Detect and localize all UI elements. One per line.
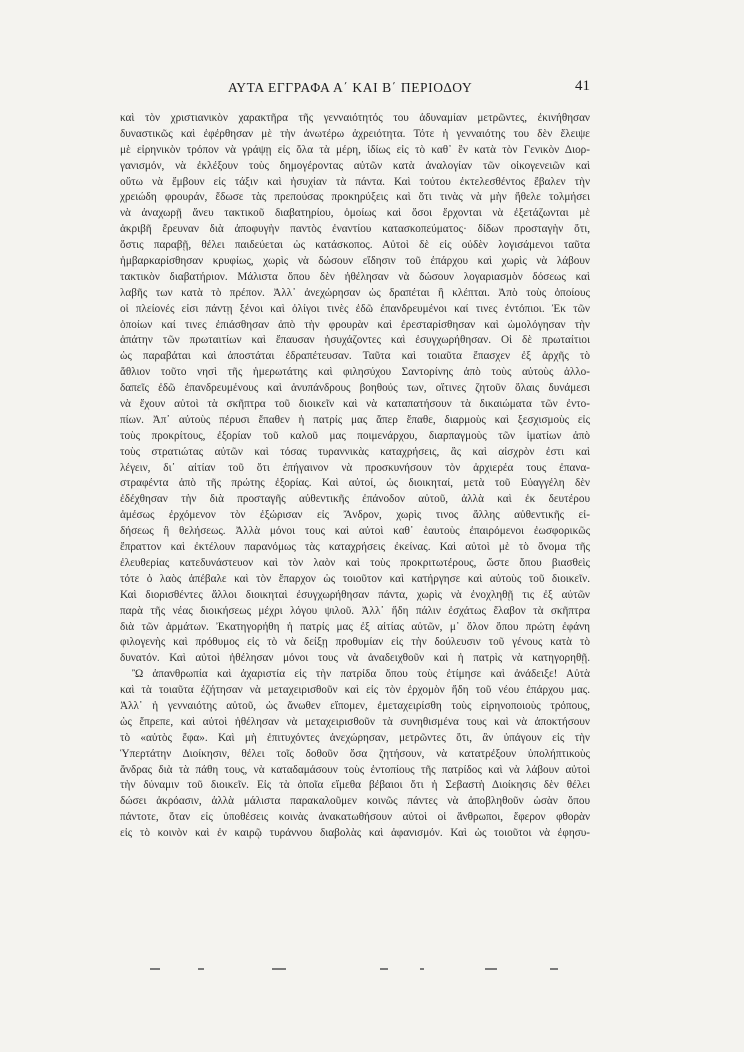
printer-mark [485, 968, 497, 970]
body-line: τοὺς προκρίτους, ἐξορίαν τοῦ καλοῦ μας ποιμενάρχου, διαρπαγμοὺς τῶν ἱματίων ἀπὸ [120, 429, 590, 442]
body-line: ὡς ἔπρεπε, καὶ αὐτοὶ ἠθέλησαν νὰ μεταχειρισθοῦν τὰ συνηθισμένα τους καὶ νὰ ἀποκτήσουν [120, 715, 590, 728]
body-line: καὶ τὰ τοιαῦτα ἐζήτησαν νὰ μεταχειρισθοῦν καὶ εἰς τὸν ἐρχομὸν ἤδη τοῦ νέου ἐπάρχου μας. [120, 684, 590, 697]
body-line: διὰ τῶν ἁρμάτων. Ἐκατηγορήθη ἡ πατρίς μας ἐξ αἰτίας αὐτῶν, μ᾽ ὅλον ὅπου πρώτη ἐφάνη [120, 620, 590, 633]
body-line: φιλογενὴς καὶ πρόθυμος εἰς τὸ νὰ δείξῃ προθυμίαν εἰς τὴν δούλευσιν τοῦ γένους κατὰ τὸ [120, 636, 590, 649]
body-line: μὲ εἰρηνικὸν τρόπον νὰ γράψῃ εἰς ὅλα τὰ μέρη, ἰδίως εἰς τὸ καθ᾽ ἓν κατὰ τὸν Γενικὸν Διορ- [120, 143, 590, 156]
printer-mark [420, 968, 424, 970]
body-line: δήσεως ἢ θελήσεως. Ἀλλὰ μόνοι τους καὶ αὐτοὶ καθ᾽ ἑαυτοὺς ἐπαιρόμενοι ἐωσφορικῶς [120, 525, 590, 538]
body-text [120, 111, 590, 842]
body-line: γανισμόν, νὰ ἐκλέξουν τοὺς δημογέροντας αὐτῶν κατὰ ἀναλογίαν τῶν οἰκογενειῶν καὶ [120, 159, 590, 172]
body-line: Ὑπερτάτην Διοίκησιν, θέλει τοῖς δοθοῦν ὅσα ζητήσουν, νὰ κατατρέξουν ὑπολήπτικοὺς [120, 747, 590, 760]
body-line: ὅστις παραβῇ, θέλει παιδεύεται ὡς κατάσκοπος. Αὐτοὶ δὲ εἰς οὐδὲν λογισάμενοι ταῦτα [120, 239, 590, 252]
body-line: νὰ ἀναχωρῇ ἄνευ τακτικοῦ διαβατηρίου, ὁμοίως καὶ ὅσοι ἔρχονται νὰ ἐξετάζωνται μὲ [120, 207, 590, 220]
printer-mark [198, 968, 204, 970]
body-line: ἐλευθερίας κατεδυνάστευον καὶ τὸν λαὸν καὶ τοὺς προκριτωτέρους, ὥστε ὅπου βιασθεὶς [120, 556, 590, 569]
body-line: ἔπραττον καὶ ἐκτέλουν παρανόμως τὰς καταχρήσεις ἐκείνας. Καὶ αὐτοὶ μὲ τὸ ὄνομα τῆς [120, 541, 590, 554]
printer-mark [380, 968, 388, 970]
body-line: δυναστικῶς καὶ ἐφέρθησαν μὲ τὴν ἀνωτέρω ἀχρειότητα. Τότε ἡ γενναιότης του δὲν ἔλειψε [120, 127, 590, 140]
body-line: δαπεῖς ἐδῶ ἐπανδρευμένους καὶ ἀνυπάνδρους βοηθούς των, οἵτινες ζητοῦν ὅλαις δυνάμεσι [120, 382, 590, 395]
body-line: οὕτω νὰ ἔμβουν εἰς τάξιν καὶ ἡσυχίαν τὰ πάντα. Καὶ τούτου ἐκτελεσθέντος ἔβαλεν τὴν [120, 175, 590, 188]
body-line: ἄθλιον τοῦτο νησὶ τῆς ἡμερωτάτης καὶ φιλησύχου Σαντορίνης ἀπὸ τοὺς αὐτοὺς ἀλλο- [120, 366, 590, 379]
body-line: εἰς τὸ κοινὸν καὶ ἐν καιρῷ τυράννου διαβολὰς καὶ ἀφανισμόν. Καὶ ὡς τοιοῦτοι νὰ ἐφησυ- [120, 827, 590, 840]
body-line: στραφέντα ἀπὸ τῆς πρώτης ἐξορίας. Καὶ αὐτοί, ὡς διοικηταί, μετὰ τοῦ Εὐαγγέλη δὲν [120, 477, 590, 490]
running-header-title: ΑΥΤΑ ΕΓΓΡΑΦΑ Α΄ ΚΑΙ Β΄ ΠΕΡΙΟΔΟΥ [228, 80, 473, 95]
body-line: πάντοτε, ὅταν εἰς ὑποθέσεις κοινὰς ἀνακατωθήσουν αὐτοὶ οἱ ἄνθρωποι, ἔφερον φθορὰν [120, 811, 590, 824]
body-line: χρειώδη φρουράν, ἔδωσε τὰς πρεπούσας προκηρύξεις καὶ ὅτι τινὰς νὰ μὴν ἤθελε τολμήσει [120, 191, 590, 204]
body-line: Ἀλλ᾽ ἡ γενναιότης αὐτοῦ, ὡς ἄνωθεν εἴπομεν, ἐμεταχειρίσθη τοὺς εἰρηνοποιοὺς τρόπους, [120, 699, 590, 712]
body-line: οἱ πλείονές εἰσι πάντῃ ξένοι καὶ ὀλίγοι τινὲς ἐδῶ ἐπανδρευμένοι καί τινες ἐντόπιοι. Ἐκ τῶν [120, 302, 590, 315]
body-line: ὡς παραβάται καὶ ἀποστάται ἐδραπέτευσαν. Ταῦτα καὶ τοιαῦτα ἔπασχεν ἐξ ἀρχῆς τὸ [120, 350, 590, 363]
body-line: ἠμβαρκαρίσθησαν κρυφίως, χωρὶς νὰ δώσουν εἴδησιν τοῦ ἐπάρχου καὶ χωρὶς νὰ λάβουν [120, 255, 590, 268]
body-line: ἀκριβῆ ἔρευναν διὰ ἀποφυγὴν παντὸς ἐναντίου κατασκοπεύματος· δίδων προσταγὴν ὅτι, [120, 223, 590, 236]
body-line: δυνατόν. Καὶ αὐτοὶ ἠθέλησαν μόνοι τους νὰ ἀναδειχθοῦν καὶ ἡ πατρὶς νὰ κατηγορηθῇ. [120, 652, 590, 665]
body-line: ἀμέσως ἐρχόμενον τὸν ἐξώρισαν εἰς Ἄνδρον, χωρὶς τινος ἄλλης αὐθεντικῆς εἰ- [120, 509, 590, 522]
body-line: ἀπάτην τῶν πρωταιτίων καὶ ἔπαυσαν ἡσυχάζοντες καὶ ἐσυγχωρήθησαν. Οἱ δὲ πρωταίτιοι [120, 334, 590, 347]
body-line: ὁποίων καί τινες ἐπιάσθησαν ἀπὸ τὴν φρουρὰν καὶ ἐρεσταρίσθησαν καὶ ὡμολόγησαν τὴν [120, 318, 590, 331]
body-line: τὸ «αὐτὸς ἔφα». Καὶ μὴ ἐπιτυχόντες ἀνεχώρησαν, μετρῶντες ὅτι, ἂν ὑπάγουν εἰς τὴν [120, 731, 590, 744]
body-line: δώσει ἀκρόασιν, ἀλλὰ μάλιστα παρακαλοῦμεν κοινῶς πάντες νὰ ἀποβληθοῦν ὡσὰν ὅπου [120, 795, 590, 808]
printer-mark [272, 968, 286, 970]
body-line: τὴν δύναμιν τοῦ διοικεῖν. Εἰς τὰ ὁποῖα εἴμεθα βέβαιοι ὅτι ἡ Σεβαστὴ Διοίκησις δὲν θέλει [120, 779, 590, 792]
body-line: παρὰ τῆς νέας διοικήσεως μέχρι λόγου ψιλοῦ. Ἀλλ᾽ ἤδη πάλιν ἐσχάτως ἔλαβον τὰ σκῆπτρα [120, 604, 590, 617]
running-header [120, 80, 590, 100]
body-line: τακτικὸν διαβατήριον. Μάλιστα ὅπου δὲν ἠθέλησαν νὰ δώσουν λογαριασμὸν δόσεως καὶ [120, 270, 590, 283]
body-line: Ὢ ἀπανθρωπία καὶ ἀχαριστία εἰς τὴν πατρίδα ὅπου τοὺς ἐτίμησε καὶ ἀνάδειξε! Αὐτὰ [132, 668, 590, 681]
body-line: τότε ὁ λαὸς ἀπέβαλε καὶ τὸν ἔπαρχον ὡς τοιοῦτον καὶ κατήργησε καὶ αὐτοὺς τοῦ διοικεῖν. [120, 572, 590, 585]
body-line: καὶ τὸν χριστιανικὸν χαρακτῆρα τῆς γενναιότητός του ἀδυναμίαν μετρῶντες, ἐκινήθησαν [120, 112, 590, 124]
body-line: ἐδέχθησαν τὴν διὰ προσταγῆς αὐθεντικῆς ἐπάνοδον αὐτοῦ, ἀλλὰ καὶ ἐκ δευτέρου [120, 493, 590, 506]
footer-printer-marks [120, 968, 590, 974]
body-line: πίων. Ἀπ᾽ αὐτοὺς πέρυσι ἔπαθεν ἡ πατρίς μας ἅπερ ἔπαθε, διαρμοὺς καὶ ξεσχισμοὺς εἰς [120, 413, 590, 426]
printer-mark [150, 968, 160, 970]
printer-mark [550, 968, 558, 970]
body-line: Καὶ διορισθέντες ἄλλοι διοικηταὶ ἐσυγχωρήθησαν πάντα, χωρὶς νὰ ἐνοχληθῇ τις ἐξ αὐτῶν [120, 588, 590, 601]
body-line: λαβῆς των κατὰ τὸ πρέπον. Ἀλλ᾽ ἀνεχώρησαν ὡς δραπέται ἢ κλέπται. Ἀπὸ τοὺς ὁποίους [120, 286, 590, 299]
page-number: 41 [575, 78, 590, 94]
body-line: νὰ ἔχουν αὐτοὶ τὰ σκῆπτρα τοῦ διοικεῖν καὶ νὰ καταπατήσουν τὰ δικαιώματα τῶν ἐντο- [120, 398, 590, 411]
body-line: ἄνδρας διὰ τὰ πάθη τους, νὰ καταδαμάσουν τοὺς ἐντοπίους τῆς πατρίδος καὶ νὰ λάβουν αὐτοὶ [120, 763, 590, 776]
body-line: τοὺς στρατιώτας αὐτῶν καὶ τόσας τυραννικὰς καταχρήσεις, ἃς καὶ αἰσχρὸν ἐστι καὶ [120, 445, 590, 458]
body-line: λέγειν, δι᾽ αἰτίαν τοῦ ὅτι ἐπήγαινον νὰ προσκυνήσουν τὸν ἀρχιερέα τους ἐπανα- [120, 461, 590, 474]
